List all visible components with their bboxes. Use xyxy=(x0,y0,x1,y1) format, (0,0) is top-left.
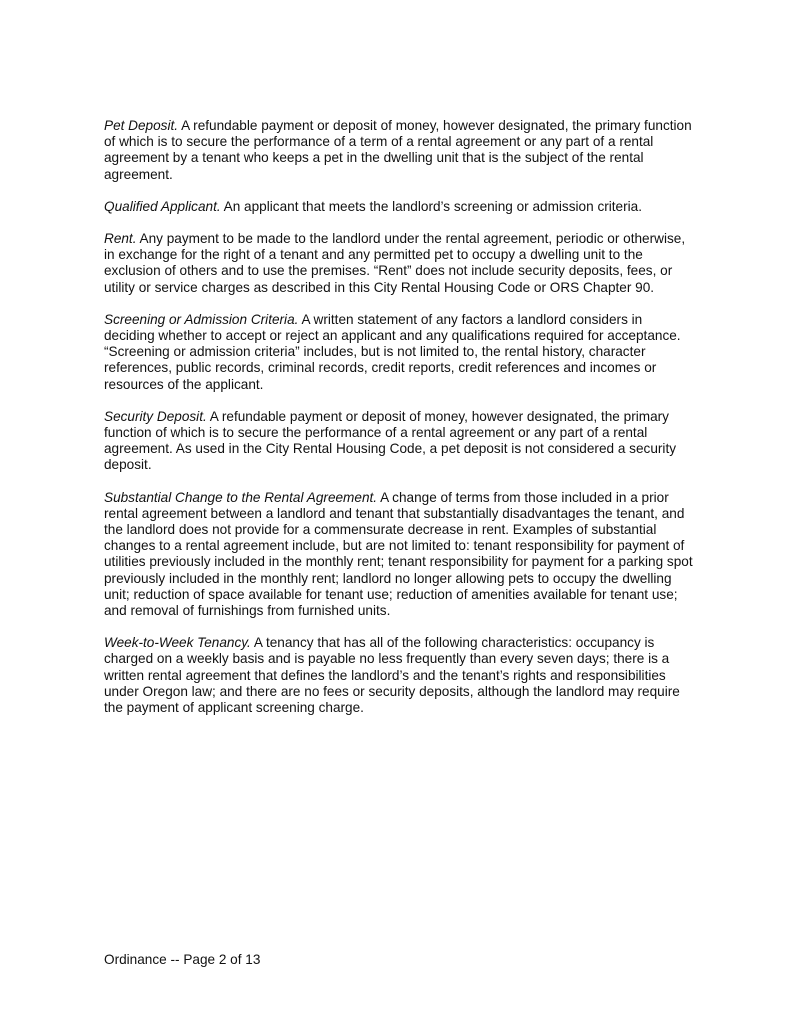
definition-week-to-week-tenancy xyxy=(104,635,696,716)
definition-term: Qualified Applicant. xyxy=(104,198,221,214)
definition-text: An applicant that meets the landlord’s screening or admission criteria. xyxy=(220,198,643,214)
definition-substantial-change xyxy=(104,490,696,620)
definition-term: Rent. xyxy=(104,231,137,247)
definition-security-deposit xyxy=(104,409,696,474)
definition-rent xyxy=(104,231,696,296)
definitions-section xyxy=(104,118,696,732)
definition-term: Security Deposit. xyxy=(104,408,207,424)
definition-qualified-applicant xyxy=(104,199,696,215)
definition-term: Week-to-Week Tenancy. xyxy=(104,635,251,651)
definition-term: Screening or Admission Criteria. xyxy=(104,311,299,327)
definition-text: A refundable payment or deposit of money, however designated, the primary function of which is to secure the performance of a rental agreement or any part of a rental agreement. As used in the City Rental Housing Code, a pet deposit is not considered a security deposit. xyxy=(104,408,677,473)
definition-text: A written statement of any factors a landlord considers in deciding whether to accept or reject an applicant and any qualifications required for acceptance. “Screening or admission criteria” includes, but is not limited to, the rental history, character references, public records, criminal records, credit reports, credit references and incomes or resources of the applicant. xyxy=(104,311,681,392)
definition-term: Substantial Change to the Rental Agreement. xyxy=(104,489,378,505)
definition-term: Pet Deposit. xyxy=(104,118,179,133)
definition-text: A change of terms from those included in a prior rental agreement between a landlord and tenant that substantially disadvantages the tenant, and the landlord does not provide for a commensurate decrease in rent. Examples of substantial changes to a rental agreement include, but are not limited to: tenant responsibility for payment of utilities previously included in the monthly rent; tenant responsibility for payment for a parking spot previously included in the monthly rent; landlord no longer allowing pets to occupy the dwelling unit; reduction of space available for tenant use; reduction of amenities available for tenant use; and removal of furnishings from furnished units. xyxy=(104,489,693,619)
definition-text: A refundable payment or deposit of money, however designated, the primary function of which is to secure the performance of a term of a rental agreement or any part of a rental agreement by a tenant who keeps a pet in the dwelling unit that is the subject of the rental agreement. xyxy=(104,118,692,182)
definition-pet-deposit xyxy=(104,118,696,183)
definition-text: A tenancy that has all of the following characteristics: occupancy is charged on a weekly basis and is payable no less frequently than every seven days; there is a written rental agreement that defines the landlord’s and the tenant’s rights and responsibilities under Oregon law; and there are no fees or security deposits, although the landlord may require the payment of applicant screening charge. xyxy=(104,635,680,716)
definition-screening-criteria xyxy=(104,312,696,393)
page-footer: Ordinance -- Page 2 of 13 xyxy=(104,952,261,967)
definition-text: Any payment to be made to the landlord under the rental agreement, periodic or otherwise, in exchange for the right of a tenant and any permitted pet to occupy a dwelling unit to the exclusion of others and to use the premises. “Rent” does not include security deposits, fees, or utility or service charges as described in this City Rental Housing Code or ORS Chapter 90. xyxy=(104,231,686,295)
